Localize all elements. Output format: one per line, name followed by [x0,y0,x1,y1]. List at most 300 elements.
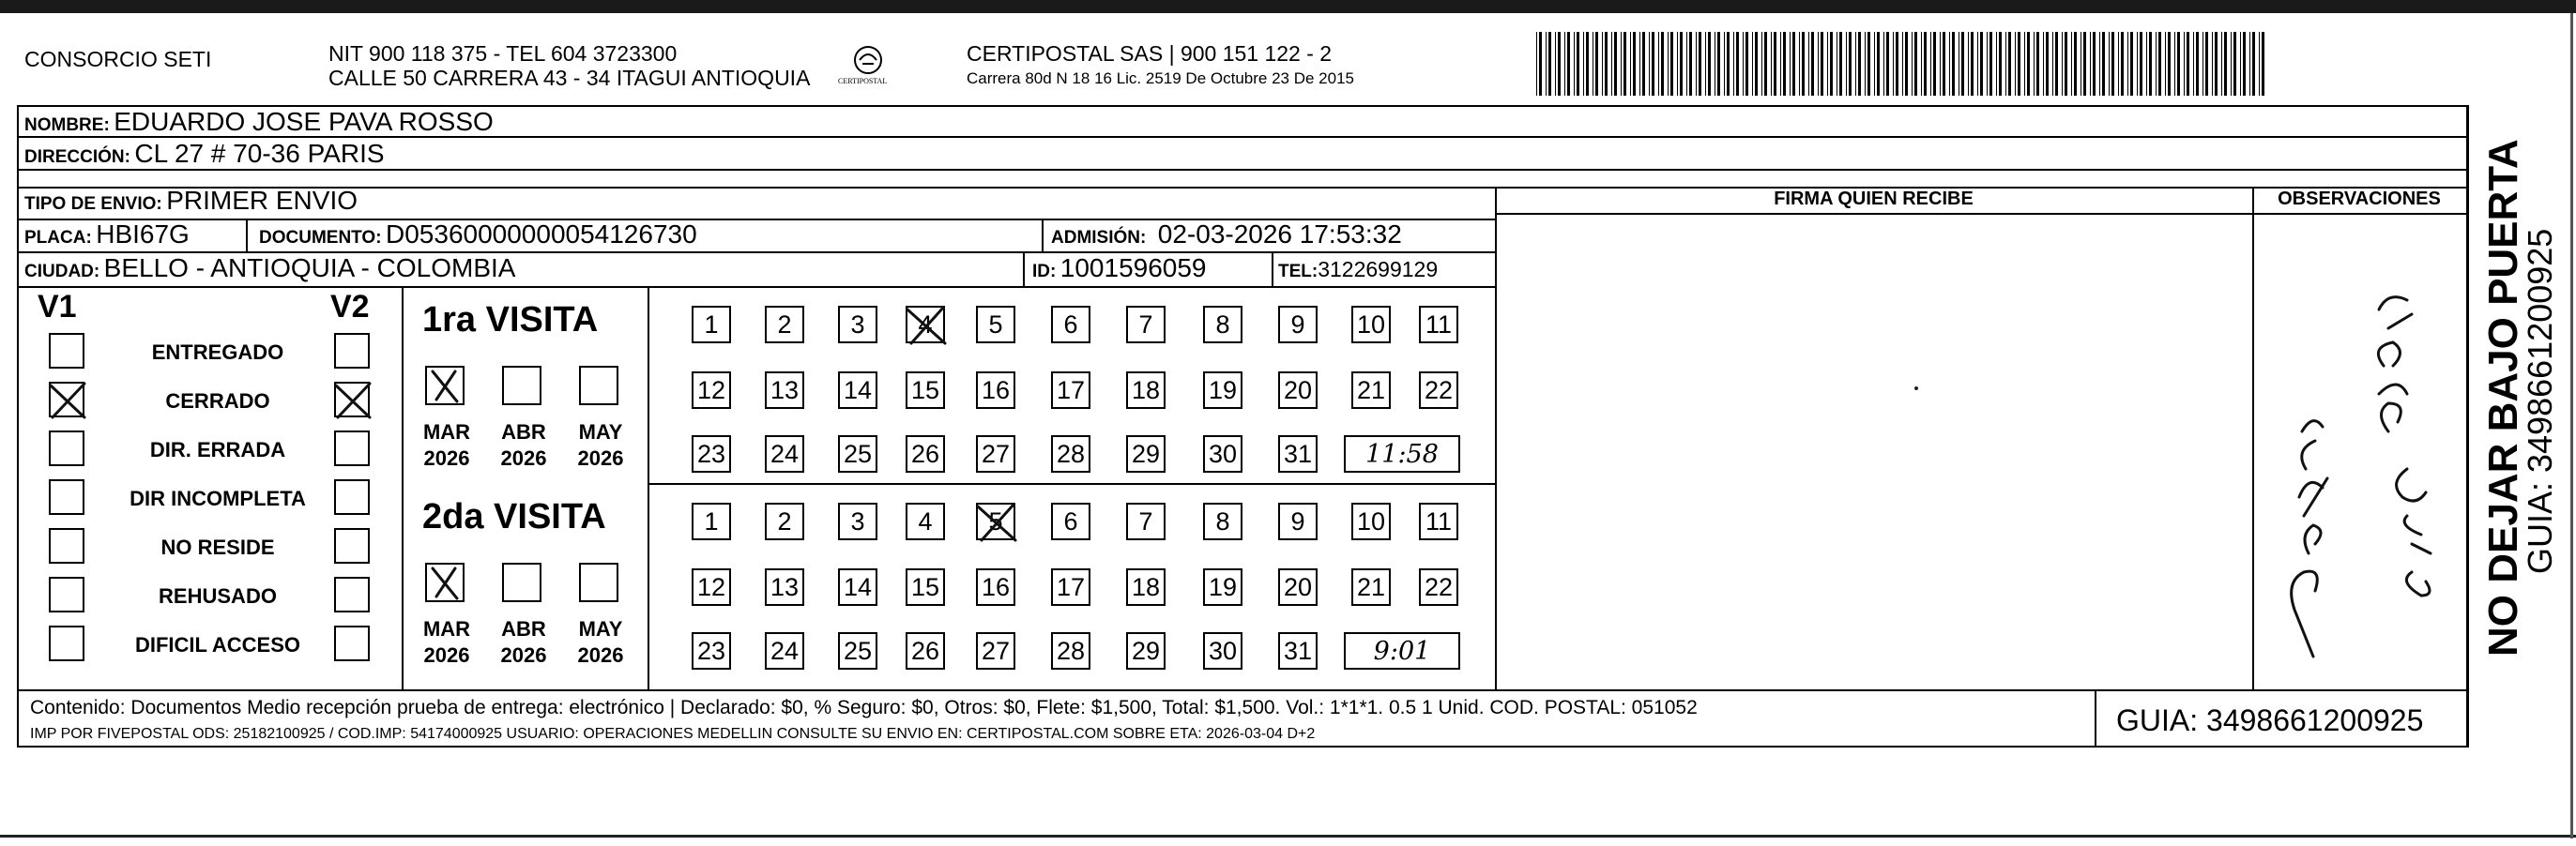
barcode-bar [1912,32,1913,96]
day-box[interactable] [1051,503,1090,540]
barcode [1536,32,2268,96]
barcode-bar [1564,32,1565,96]
barcode-bar [1677,32,1678,96]
barcode-bar [1539,32,1542,96]
barcode-bar [2193,32,2194,96]
barcode-bar [2137,32,2138,96]
barcode-bar [1774,32,1776,96]
day-number: 3 [850,506,865,536]
barcode-bar [2036,32,2039,96]
barcode-bar [1855,32,1856,96]
barcode-bar [1630,32,1631,96]
day-box[interactable] [765,435,804,473]
barcode-bar [2221,32,2222,96]
barcode-bar [2168,32,2171,96]
v1-checkbox[interactable] [49,626,84,661]
barcode-bar [1874,32,1875,96]
month-checkbox[interactable] [425,366,465,405]
v1-checkbox[interactable] [49,528,84,564]
day-box[interactable] [1126,632,1166,670]
barcode-bar [1611,32,1612,96]
day-box[interactable] [1203,568,1242,606]
barcode-bar [2177,32,2180,96]
barcode-bar [1733,32,1734,96]
day-number: 14 [843,375,873,404]
barcode-bar [2055,32,2058,96]
month-checkbox[interactable] [425,563,465,602]
barcode-bar [1865,32,1866,96]
barcode-bar [1827,32,1828,96]
day-number: 20 [1283,375,1313,404]
barcode-bar [1752,32,1753,96]
v1-checkbox[interactable] [49,577,84,612]
day-box[interactable] [692,435,731,473]
day-box[interactable] [838,306,877,343]
v2-checkbox[interactable] [334,333,370,369]
day-box[interactable] [765,568,804,606]
barcode-bar [2158,32,2161,96]
barcode-bar [1783,32,1786,96]
barcode-bar [1886,32,1889,96]
certipostal-logo [840,41,896,98]
barcode-bar [2111,32,2114,96]
day-number: 11 [1425,506,1453,536]
month-checkbox[interactable] [502,366,541,405]
day-box[interactable] [1051,306,1090,343]
barcode-bar [1736,32,1739,96]
barcode-bar [1877,32,1880,96]
day-box[interactable] [692,568,731,606]
barcode-bar [1799,32,1800,96]
barcode-bar [1661,32,1664,96]
day-number: 21 [1356,572,1386,601]
day-number: 22 [1424,572,1454,601]
barcode-bar [1633,32,1636,96]
certipostal-line: CERTIPOSTAL SAS | 900 151 122 - 2 [967,41,1333,66]
day-number: 19 [1208,375,1238,404]
tel-row [1278,257,1438,282]
day-box[interactable] [906,632,945,670]
check-mark-icon [902,302,951,349]
barcode-bar [2140,32,2142,96]
v1-checkbox[interactable] [49,431,84,466]
barcode-bar [1548,32,1551,96]
tipo-label: TIPO DE ENVIO: [24,194,162,214]
barcode-bar [1680,32,1683,96]
day-box[interactable] [1126,568,1166,606]
day-number: 7 [1138,310,1153,339]
day-box[interactable] [1203,371,1242,409]
barcode-bar [1652,32,1654,96]
v2-checkbox[interactable] [334,479,370,515]
barcode-bar [1745,32,1748,96]
col-head-line [1495,213,2468,215]
barcode-bar [1689,32,1692,96]
day-number: 15 [910,375,940,404]
status-option-label: DIR INCOMPLETA [130,487,306,510]
barcode-bar [1802,32,1805,96]
day-box[interactable] [1278,371,1318,409]
barcode-bar [1708,32,1711,96]
day-box[interactable] [1126,503,1166,540]
barcode-bar [1658,32,1659,96]
day-box[interactable] [1278,568,1318,606]
day-box[interactable] [692,632,731,670]
footer-line-1: Contenido: Documentos Medio recepción prueba de entrega: electrónico | Declarado: $0, % Seguro: $0, Otros: $0, Flete: $1,500, Total: $1,500. Vol.: 1*1*1. 0.5 1 Unid. COD. POSTAL: 051052 [30,697,1698,718]
day-box[interactable] [1126,371,1166,409]
day-number: 23 [696,636,726,665]
visit-title: 2da VISITA [422,497,606,536]
day-number: 24 [770,439,800,468]
day-box[interactable] [1351,568,1391,606]
firma-header: FIRMA QUIEN RECIBE [1774,189,1974,209]
barcode-bar [1921,32,1922,96]
day-box[interactable] [765,371,804,409]
v1-checkbox[interactable] [49,382,84,417]
barcode-bar [2005,32,2006,96]
admision-value: 02-03-2026 17:53:32 [1157,219,1402,249]
documento-value: D05360000000054126730 [386,219,697,249]
barcode-bar [1792,32,1795,96]
barcode-bar [1567,32,1570,96]
barcode-bar [1839,32,1842,96]
day-number: 7 [1138,506,1153,536]
day-box[interactable] [1419,306,1458,343]
barcode-bar [1574,32,1575,96]
visit-time-written: 9:01 [1373,636,1431,666]
day-box[interactable] [1126,435,1166,473]
nombre-row [24,107,494,137]
bottom-edge-line [0,835,2576,838]
barcode-bar [2156,32,2157,96]
day-number: 18 [1131,375,1161,404]
barcode-bar [1761,32,1762,96]
day-box[interactable] [1278,503,1318,540]
barcode-bar [2071,32,2072,96]
day-box[interactable] [838,371,877,409]
day-number: 8 [1215,310,1230,339]
v2-checkbox[interactable] [334,528,370,564]
day-number: 1 [704,310,719,339]
barcode-bar [2074,32,2077,96]
barcode-bar [1940,32,1941,96]
day-number: 20 [1283,572,1313,601]
day-number: 10 [1356,506,1386,536]
barcode-bar [1930,32,1931,96]
logo-caption: CERTIPOSTAL [838,77,888,85]
day-box[interactable] [1203,503,1242,540]
day-box[interactable] [1203,435,1242,473]
barcode-bar [1999,32,2002,96]
barcode-bar [1605,32,1608,96]
barcode-bar [2212,32,2213,96]
day-box[interactable] [976,632,1015,670]
year-label: 2026 [500,446,547,470]
day-number: 31 [1283,439,1313,468]
day-box[interactable] [1419,568,1458,606]
col-line [1042,219,1044,251]
barcode-bar [1867,32,1870,96]
check-mark-icon [425,366,465,405]
barcode-bar [1558,32,1561,96]
day-number: 25 [843,636,873,665]
day-box[interactable] [906,503,945,540]
status-option-label: DIR. ERRADA [149,438,286,461]
barcode-bar [1989,32,1992,96]
barcode-bar [2243,32,2246,96]
check-mark-icon [972,499,1021,546]
barcode-bar [2062,32,2063,96]
barcode-bar [1764,32,1767,96]
barcode-bar [1577,32,1579,96]
day-box[interactable] [1203,306,1242,343]
barcode-bar [1780,32,1781,96]
visit-time-box[interactable] [1344,632,1460,670]
barcode-bar [2018,32,2020,96]
day-number: 21 [1356,375,1386,404]
day-box[interactable] [976,568,1015,606]
month-checkbox[interactable] [502,563,541,602]
barcode-bar [1933,32,1936,96]
barcode-bar [1818,32,1819,96]
side-guia: GUIA: 3498661200925 [2521,228,2559,574]
id-value: 1001596059 [1059,253,1207,282]
barcode-bar [2027,32,2030,96]
barcode-bar [1602,32,1603,96]
barcode-bar [1846,32,1847,96]
year-label: 2026 [423,643,470,667]
col-line [246,219,248,251]
day-number: 18 [1131,572,1161,601]
barcode-bar [1893,32,1894,96]
day-box[interactable] [976,371,1015,409]
day-box[interactable] [1278,306,1318,343]
documento-row [259,219,697,249]
barcode-bar [2109,32,2110,96]
barcode-bar [1755,32,1758,96]
day-number: 27 [981,439,1011,468]
day-box[interactable] [692,371,731,409]
barcode-bar [1536,32,1537,96]
col-line [1023,251,1025,286]
barcode-bar [2046,32,2049,96]
barcode-bar [2196,32,2199,96]
documento-label: DOCUMENTO: [259,228,382,248]
day-box[interactable] [765,632,804,670]
col-line [2252,187,2254,689]
day-box[interactable] [1278,435,1318,473]
day-box[interactable] [976,306,1015,343]
placa-value: HBI67G [96,219,190,249]
footer-guia: GUIA: 3498661200925 [2116,703,2424,737]
day-box[interactable] [838,568,877,606]
barcode-bar [2065,32,2067,96]
barcode-bar [1905,32,1908,96]
day-box[interactable] [906,435,945,473]
day-number: 17 [1056,375,1086,404]
barcode-bar [2118,32,2119,96]
barcode-bar [1952,32,1955,96]
barcode-bar [1980,32,1983,96]
check-mark-icon [47,380,88,421]
day-number: 31 [1283,636,1313,665]
barcode-bar [2215,32,2218,96]
barcode-bar [2184,32,2185,96]
barcode-bar [1771,32,1772,96]
barcode-bar [2231,32,2232,96]
barcode-bar [2249,32,2250,96]
v1-header: V1 [38,289,77,325]
month-label: MAR [422,617,471,641]
day-box[interactable] [692,503,731,540]
day-box[interactable] [906,371,945,409]
barcode-bar [1717,32,1720,96]
day-box[interactable] [765,503,804,540]
top-edge-bar [0,0,2576,13]
day-box[interactable] [838,435,877,473]
observaciones-header: OBSERVACIONES [2278,189,2441,209]
tel-label: TEL: [1278,262,1318,281]
day-box[interactable] [906,306,945,343]
barcode-bar [2024,32,2025,96]
barcode-bar [2093,32,2096,96]
direccion-label: DIRECCIÓN: [24,147,130,167]
day-number: 22 [1424,375,1454,404]
barcode-bar [1595,32,1598,96]
day-number: 4 [918,310,933,339]
status-option-label: ENTREGADO [151,340,284,364]
nombre-value: EDUARDO JOSE PAVA ROSSO [114,107,494,136]
day-number: 12 [696,572,726,601]
day-number: 13 [770,375,800,404]
nit-line: NIT 900 118 375 - TEL 604 3723300 [328,41,678,66]
side-warning: NO DEJAR BAJO PUERTA [2480,139,2526,657]
barcode-bar [1987,32,1988,96]
barcode-bar [2233,32,2236,96]
day-box[interactable] [692,306,731,343]
barcode-bar [1743,32,1744,96]
day-number: 30 [1208,439,1238,468]
tipo-value: PRIMER ENVIO [166,186,358,215]
day-box[interactable] [765,306,804,343]
month-checkbox[interactable] [579,563,618,602]
barcode-bar [2083,32,2086,96]
day-number: 2 [777,310,792,339]
day-number: 10 [1356,310,1386,339]
barcode-bar [1699,32,1701,96]
barcode-bar [1808,32,1809,96]
barcode-bar [2130,32,2133,96]
v2-checkbox[interactable] [334,626,370,661]
day-box[interactable] [976,503,1015,540]
ciudad-row [24,253,515,283]
barcode-bar [1727,32,1730,96]
month-label: ABR [501,617,546,641]
day-box[interactable] [1351,306,1391,343]
status-option-label: REHUSADO [159,584,277,608]
barcode-bar [1914,32,1917,96]
day-number: 6 [1063,310,1078,339]
year-label: 2026 [423,446,470,470]
day-box[interactable] [1051,435,1090,473]
col-line [1495,187,1497,689]
barcode-bar [1639,32,1640,96]
year-label: 2026 [500,643,547,667]
observaciones-handwriting [2257,272,2463,675]
barcode-bar [2015,32,2016,96]
day-number: 29 [1131,439,1161,468]
day-box[interactable] [1419,371,1458,409]
day-number: 14 [843,572,873,601]
day-box[interactable] [838,632,877,670]
status-option-label: CERRADO [165,389,270,413]
col-line [648,286,649,689]
tipo-row [24,186,358,216]
barcode-bar [1996,32,1997,96]
day-box[interactable] [1419,503,1458,540]
barcode-bar [2165,32,2166,96]
barcode-bar [2043,32,2044,96]
id-row [1032,253,1207,283]
check-mark-icon [332,380,373,421]
barcode-bar [2252,32,2255,96]
v2-checkbox[interactable] [334,382,370,417]
month-checkbox[interactable] [579,366,618,405]
visit-time-box[interactable] [1344,435,1460,473]
col-line [1272,251,1273,286]
month-label: ABR [501,420,546,444]
year-label: 2026 [577,643,624,667]
status-option-label: DIFICIL ACCESO [134,633,300,657]
day-box[interactable] [1051,568,1090,606]
barcode-bar [2240,32,2241,96]
barcode-bar [2174,32,2175,96]
day-box[interactable] [906,568,945,606]
day-number: 9 [1290,310,1305,339]
barcode-bar [2259,32,2260,96]
barcode-bar [1586,32,1589,96]
day-number: 17 [1056,572,1086,601]
day-number: 28 [1056,636,1086,665]
ciudad-label: CIUDAD: [24,262,100,281]
visit-title: 1ra VISITA [422,300,599,340]
v1-checkbox[interactable] [49,479,84,515]
year-label: 2026 [577,446,624,470]
day-box[interactable] [1051,371,1090,409]
day-box[interactable] [1203,632,1242,670]
day-box[interactable] [838,503,877,540]
v2-checkbox[interactable] [334,577,370,612]
day-number: 6 [1063,506,1078,536]
v2-checkbox[interactable] [334,431,370,466]
day-number: 30 [1208,636,1238,665]
day-box[interactable] [1126,306,1166,343]
day-number: 26 [910,439,940,468]
day-number: 3 [850,310,865,339]
check-mark-icon [425,563,465,602]
admision-row [1051,219,1402,249]
day-box[interactable] [1051,632,1090,670]
day-box[interactable] [1278,632,1318,670]
admision-label: ADMISIÓN: [1051,228,1147,248]
v1-checkbox[interactable] [49,333,84,369]
barcode-bar [1649,32,1650,96]
day-number: 16 [981,375,1011,404]
day-box[interactable] [1351,503,1391,540]
nombre-label: NOMBRE: [24,115,110,135]
day-box[interactable] [1351,371,1391,409]
day-box[interactable] [976,435,1015,473]
